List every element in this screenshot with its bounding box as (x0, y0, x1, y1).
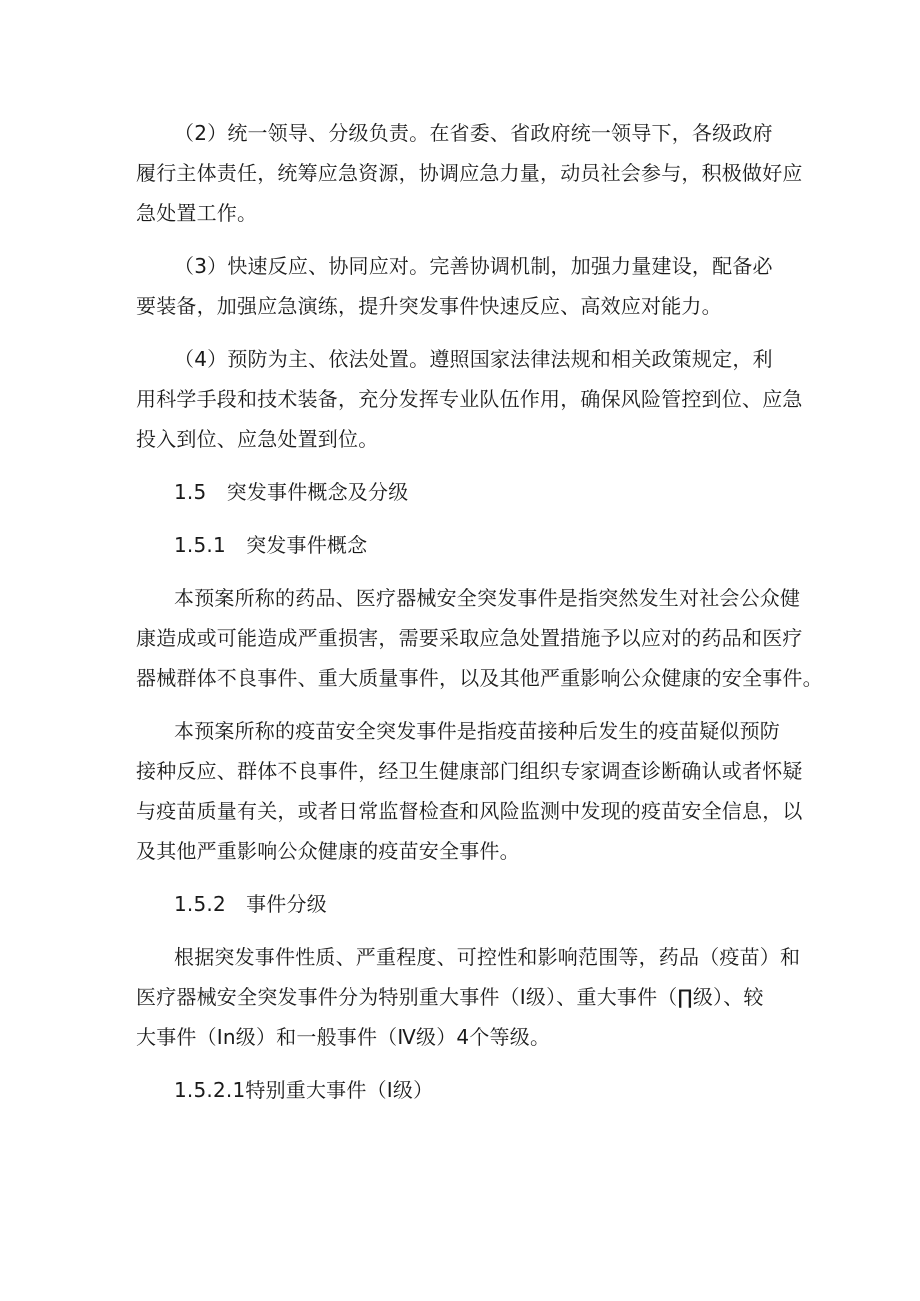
text-line: 本预案所称的药品、医疗器械安全突发事件是指突然发生对社会公众健 (174, 586, 801, 610)
heading-text: 1.5.2.1特别重大事件（Ⅰ级） (174, 1078, 434, 1102)
heading-text: 1.5.1 突发事件概念 (174, 533, 368, 557)
heading-text: 1.5.2 事件分级 (174, 892, 327, 916)
text-line: 履行主体责任，统筹应急资源，协调应急力量，动员社会参与，积极做好应 (136, 161, 803, 185)
heading-text: 1.5 突发事件概念及分级 (174, 480, 409, 504)
paragraph-principle-2 (136, 113, 803, 233)
text-line: （4）预防为主、依法处置。遵照国家法律法规和相关政策规定，利 (174, 347, 773, 371)
text-line: 及其他严重影响公众健康的疫苗安全事件。 (136, 839, 520, 863)
text-line: 要装备，加强应急演练，提升突发事件快速反应、高效应对能力。 (136, 294, 722, 318)
paragraph-event-grading (136, 937, 801, 1057)
paragraph-drug-device-event (136, 578, 823, 698)
text-line: 本预案所称的疫苗安全突发事件是指疫苗接种后发生的疫苗疑似预防 (174, 719, 780, 743)
text-line: 急处置工作。 (136, 201, 258, 225)
text-line: 大事件（In级）和一般事件（Ⅳ级）4个等级。 (136, 1025, 551, 1049)
text-line: 投入到位、应急处置到位。 (136, 427, 379, 451)
section-heading-1-5-2 (136, 884, 788, 924)
text-line: （3）快速反应、协同应对。完善协调机制，加强力量建设，配备必 (174, 254, 773, 278)
text-line: 与疫苗质量有关，或者日常监督检查和风险监测中发现的疫苗安全信息，以 (136, 799, 803, 823)
text-line: 根据突发事件性质、严重程度、可控性和影响范围等，药品（疫苗）和 (174, 945, 801, 969)
paragraph-principle-4 (136, 339, 803, 459)
section-heading-1-5-2-1 (136, 1070, 788, 1110)
paragraph-principle-3 (136, 246, 788, 326)
text-line: 康造成或可能造成严重损害，需要采取应急处置措施予以应对的药品和医疗 (136, 626, 803, 650)
text-line: 医疗器械安全突发事件分为特别重大事件（Ⅰ级）、重大事件（∏级）、较 (136, 985, 764, 1009)
paragraph-vaccine-event (136, 711, 803, 871)
section-heading-1-5 (136, 472, 788, 512)
text-line: （2）统一领导、分级负责。在省委、省政府统一领导下，各级政府 (174, 121, 773, 145)
text-line: 器械群体不良事件、重大质量事件，以及其他严重影响公众健康的安全事件。 (136, 666, 823, 690)
text-line: 用科学手段和技术装备，充分发挥专业队伍作用，确保风险管控到位、应急 (136, 387, 803, 411)
section-heading-1-5-1 (136, 525, 788, 565)
text-line: 接种反应、群体不良事件，经卫生健康部门组织专家调查诊断确认或者怀疑 (136, 759, 803, 783)
